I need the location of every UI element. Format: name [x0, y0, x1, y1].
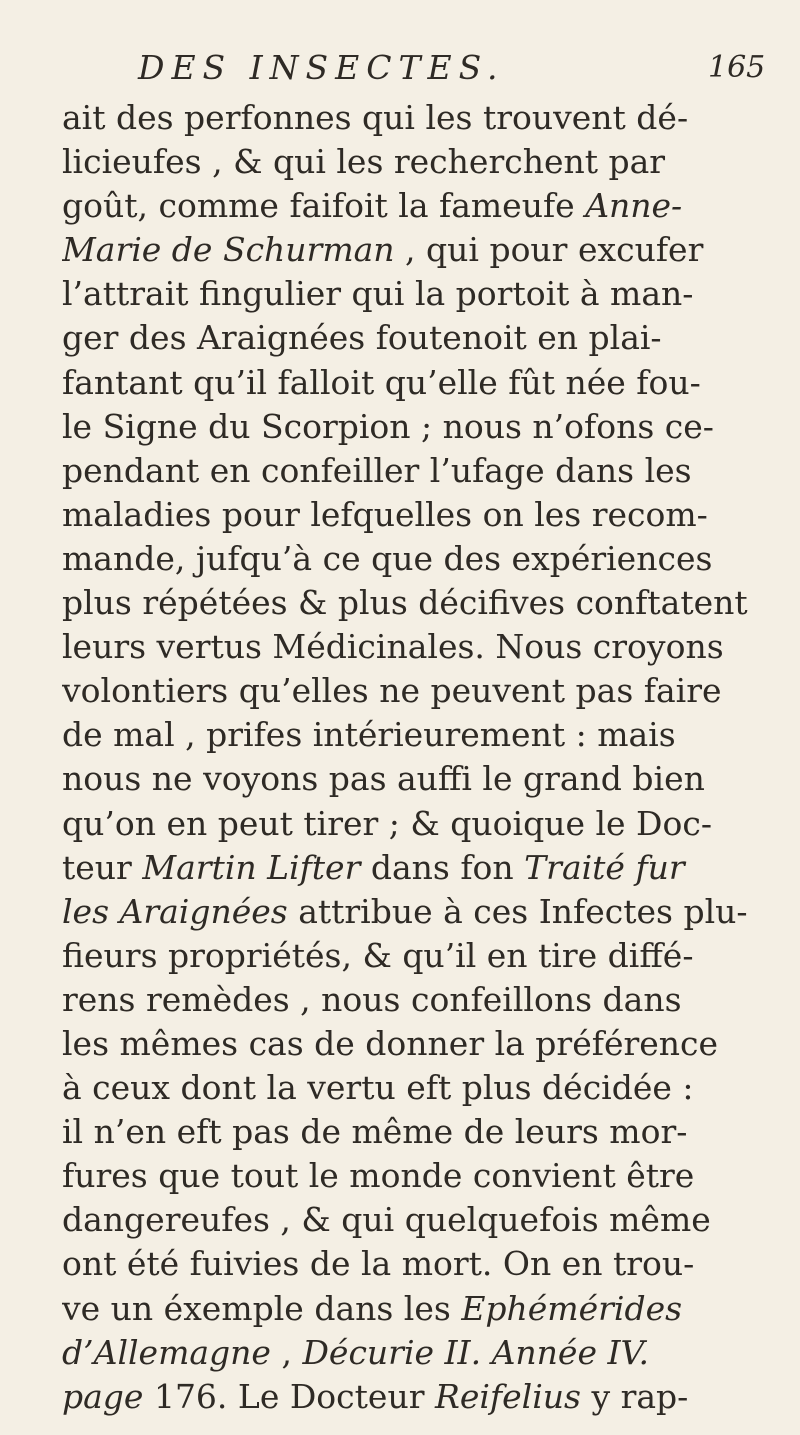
text-segment: fantant qu’il falloit qu’elle fût née fou- — [62, 362, 701, 402]
text-line — [62, 890, 792, 934]
italic-text-segment: page — [62, 1376, 144, 1416]
text-line — [62, 1375, 792, 1419]
text-segment: de mal , prifes intérieurement : mais — [62, 715, 676, 755]
text-line — [62, 1154, 792, 1198]
italic-text-segment: Marie de Schurman — [62, 230, 395, 270]
text-line — [62, 1242, 792, 1286]
text-line — [62, 713, 792, 757]
text-segment: à ceux dont la vertu eft plus décidée : — [62, 1068, 694, 1108]
text-segment: ve un éxemple dans les — [62, 1288, 462, 1328]
text-line — [62, 1198, 792, 1242]
text-line — [62, 405, 792, 449]
text-segment: pendant en confeiller l’ufage dans les — [62, 450, 692, 490]
text-line — [62, 1110, 792, 1154]
text-line — [62, 1066, 792, 1110]
text-line — [62, 934, 792, 978]
text-segment: le Signe du Scorpion ; nous n’ofons ce- — [62, 406, 714, 446]
text-segment: attribue à ces Infectes plu- — [287, 891, 748, 931]
text-segment: volontiers qu’elles ne peuvent pas faire — [62, 671, 722, 711]
text-line — [62, 669, 792, 713]
text-segment: plus répétées & plus décifives conftatent — [62, 583, 748, 623]
text-line — [62, 272, 792, 316]
italic-text-segment: Martin Lifter — [142, 847, 361, 887]
text-line — [62, 846, 792, 890]
text-segment: , qui pour excufer — [394, 230, 704, 270]
text-line — [62, 1331, 792, 1375]
text-segment: dangereufes , & qui quelquefois même — [62, 1200, 711, 1240]
italic-text-segment: Reifelius — [434, 1376, 581, 1416]
text-segment: fures que tout le monde convient être — [62, 1156, 695, 1196]
text-line — [62, 978, 792, 1022]
text-segment: , — [270, 1332, 303, 1372]
text-segment: licieufes , & qui les recherchent par — [62, 142, 666, 182]
page-number: 165 — [708, 50, 766, 85]
body-text — [62, 96, 792, 1419]
text-line — [62, 1287, 792, 1331]
italic-text-segment: Anne- — [585, 186, 683, 226]
text-segment: qu’on en peut tirer ; & quoique le Doc- — [62, 803, 712, 843]
text-line — [62, 757, 792, 801]
text-line — [62, 228, 792, 272]
text-line — [62, 625, 792, 669]
text-line — [62, 140, 792, 184]
text-line — [62, 802, 792, 846]
text-segment: l’attrait fingulier qui la portoit à man- — [62, 274, 694, 314]
text-line — [62, 1022, 792, 1066]
text-segment: nous ne voyons pas auffi le grand bien — [62, 759, 705, 799]
text-segment: les mêmes cas de donner la préférence — [62, 1023, 719, 1063]
text-line — [62, 184, 792, 228]
text-segment: il n’en eft pas de même de leurs mor- — [62, 1112, 688, 1152]
italic-text-segment: Décurie II. Année IV. — [302, 1332, 650, 1372]
text-segment: rens remèdes , nous confeillons dans — [62, 979, 682, 1019]
text-segment: mande, jufqu’à ce que des expériences — [62, 538, 713, 578]
text-segment: 176. Le Docteur — [143, 1376, 435, 1416]
text-segment: ont été fuivies de la mort. On en trou- — [62, 1244, 695, 1284]
text-segment: ait des perfonnes qui les trouvent dé- — [62, 98, 689, 137]
running-title: DES INSECTES. — [138, 48, 505, 87]
text-line — [62, 361, 792, 405]
text-segment: y rap- — [580, 1376, 689, 1416]
text-segment: teur — [62, 847, 143, 887]
text-segment: leurs vertus Médicinales. Nous croyons — [62, 627, 724, 667]
page-header — [0, 48, 800, 88]
text-segment: fieurs propriétés, & qu’il en tire diffé- — [62, 935, 694, 975]
italic-text-segment: Traité fur — [524, 847, 685, 887]
text-line — [62, 581, 792, 625]
text-line — [62, 493, 792, 537]
text-segment: dans fon — [360, 847, 525, 887]
text-line — [62, 537, 792, 581]
italic-text-segment: Ephémérides — [461, 1288, 683, 1328]
text-line — [62, 96, 792, 140]
text-segment: goût, comme faifoit la fameufe — [62, 186, 586, 226]
text-line — [62, 449, 792, 493]
text-line — [62, 316, 792, 360]
italic-text-segment: les Araignées — [62, 891, 288, 931]
italic-text-segment: d’Allemagne — [62, 1332, 271, 1372]
text-segment: maladies pour lefquelles on les recom- — [62, 494, 708, 534]
text-segment: ger des Araignées foutenoit en plai- — [62, 318, 662, 358]
